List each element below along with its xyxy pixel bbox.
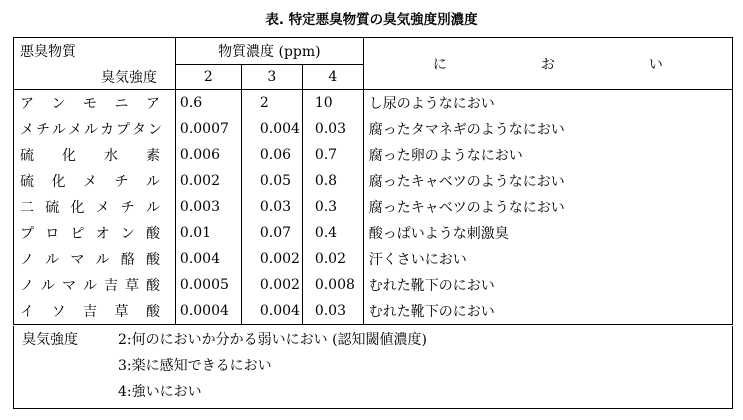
conc-v4: 0.03 [302, 298, 363, 325]
conc-v3: 0.002 [241, 272, 302, 298]
conc-v3: 0.07 [241, 220, 302, 246]
substance-name [14, 246, 176, 272]
legend-item-2: 2:何のにおいか分かる弱いにおい (認知閾値濃度) [118, 332, 427, 348]
legend-row-4 [14, 382, 732, 402]
table-row [14, 298, 733, 325]
odor-description: むれた靴下のにおい [363, 272, 732, 298]
conc-v2: 0.0004 [175, 298, 241, 325]
conc-v3: 2 [241, 90, 302, 117]
conc-v3: 0.05 [241, 168, 302, 194]
legend-item-3: 3:楽に感知できるにおい [118, 358, 272, 374]
conc-v4: 0.03 [302, 116, 363, 142]
header-concentration: 物質濃度 (ppm) [175, 38, 363, 65]
substance-name [14, 220, 176, 246]
substance-name-text: 硫 化 水 素 [20, 148, 160, 164]
substance-name-text: 二 硫 化 メ チ ル [20, 200, 160, 216]
conc-v4: 0.3 [302, 194, 363, 220]
table-row [14, 220, 733, 246]
header-odor: に お い [363, 38, 732, 90]
table-row [14, 90, 733, 117]
header-level-2: 2 [175, 65, 241, 90]
conc-v3: 0.03 [241, 194, 302, 220]
odor-description: むれた靴下のにおい [363, 298, 732, 325]
table-row [14, 116, 733, 142]
conc-v4: 0.02 [302, 246, 363, 272]
header-intensity: 臭気強度 [14, 65, 176, 90]
substance-name [14, 194, 176, 220]
legend-label: 臭気強度 [22, 332, 78, 348]
table-row [14, 142, 733, 168]
table-row [14, 246, 733, 272]
table-row [14, 272, 733, 298]
substance-name [14, 298, 176, 325]
conc-v3: 0.06 [241, 142, 302, 168]
legend-row-2 [14, 330, 732, 350]
conc-v3: 0.004 [241, 298, 302, 325]
conc-v2: 0.006 [175, 142, 241, 168]
header-substance: 悪臭物質 [14, 38, 176, 65]
conc-v2: 0.0007 [175, 116, 241, 142]
substance-name [14, 168, 176, 194]
substance-name [14, 272, 176, 298]
conc-v2: 0.0005 [175, 272, 241, 298]
conc-v2: 0.004 [175, 246, 241, 272]
conc-v2: 0.6 [175, 90, 241, 117]
table-row [14, 194, 733, 220]
header-level-3: 3 [241, 65, 302, 90]
conc-v4: 0.008 [302, 272, 363, 298]
substance-name-text: イ ソ 吉 草 酸 [20, 304, 160, 320]
conc-v4: 0.4 [302, 220, 363, 246]
odor-description: 腐ったタマネギのようなにおい [363, 116, 732, 142]
odor-description: 酸っぱいような刺激臭 [363, 220, 732, 246]
odor-description: し尿のようなにおい [363, 90, 732, 117]
substance-name-text: 硫 化 メ チ ル [20, 174, 160, 190]
substance-name [14, 142, 176, 168]
substance-name-text: メ チ ル メ ル カ プ タ ン [20, 122, 162, 138]
odor-description: 腐ったキャベツのようなにおい [363, 194, 732, 220]
conc-v4: 0.7 [302, 142, 363, 168]
legend-row-3 [14, 356, 732, 376]
odor-table [13, 37, 733, 325]
substance-name-text: ア ン モ ニ ア [20, 96, 160, 112]
footer-legend [13, 326, 733, 409]
substance-name [14, 90, 176, 117]
header-level-4: 4 [302, 65, 363, 90]
conc-v2: 0.002 [175, 168, 241, 194]
substance-name-text: プ ロ ピ オ ン 酸 [20, 226, 160, 242]
conc-v2: 0.01 [175, 220, 241, 246]
table-row [14, 168, 733, 194]
conc-v2: 0.003 [175, 194, 241, 220]
conc-v4: 10 [302, 90, 363, 117]
odor-description: 腐った卵のようなにおい [363, 142, 732, 168]
conc-v3: 0.002 [241, 246, 302, 272]
substance-name-text: ノ ル マ ル 酪 酸 [20, 252, 160, 268]
conc-v4: 0.8 [302, 168, 363, 194]
odor-description: 腐ったキャベツのようなにおい [363, 168, 732, 194]
page-title: 表. 特定悪臭物質の臭気強度別濃度 [265, 12, 478, 28]
substance-name-text: ノ ル マ ル 吉 草 酸 [20, 278, 160, 294]
conc-v3: 0.004 [241, 116, 302, 142]
legend-item-4: 4:強いにおい [118, 384, 202, 400]
odor-description: 汗くさいにおい [363, 246, 732, 272]
substance-name [14, 116, 176, 142]
